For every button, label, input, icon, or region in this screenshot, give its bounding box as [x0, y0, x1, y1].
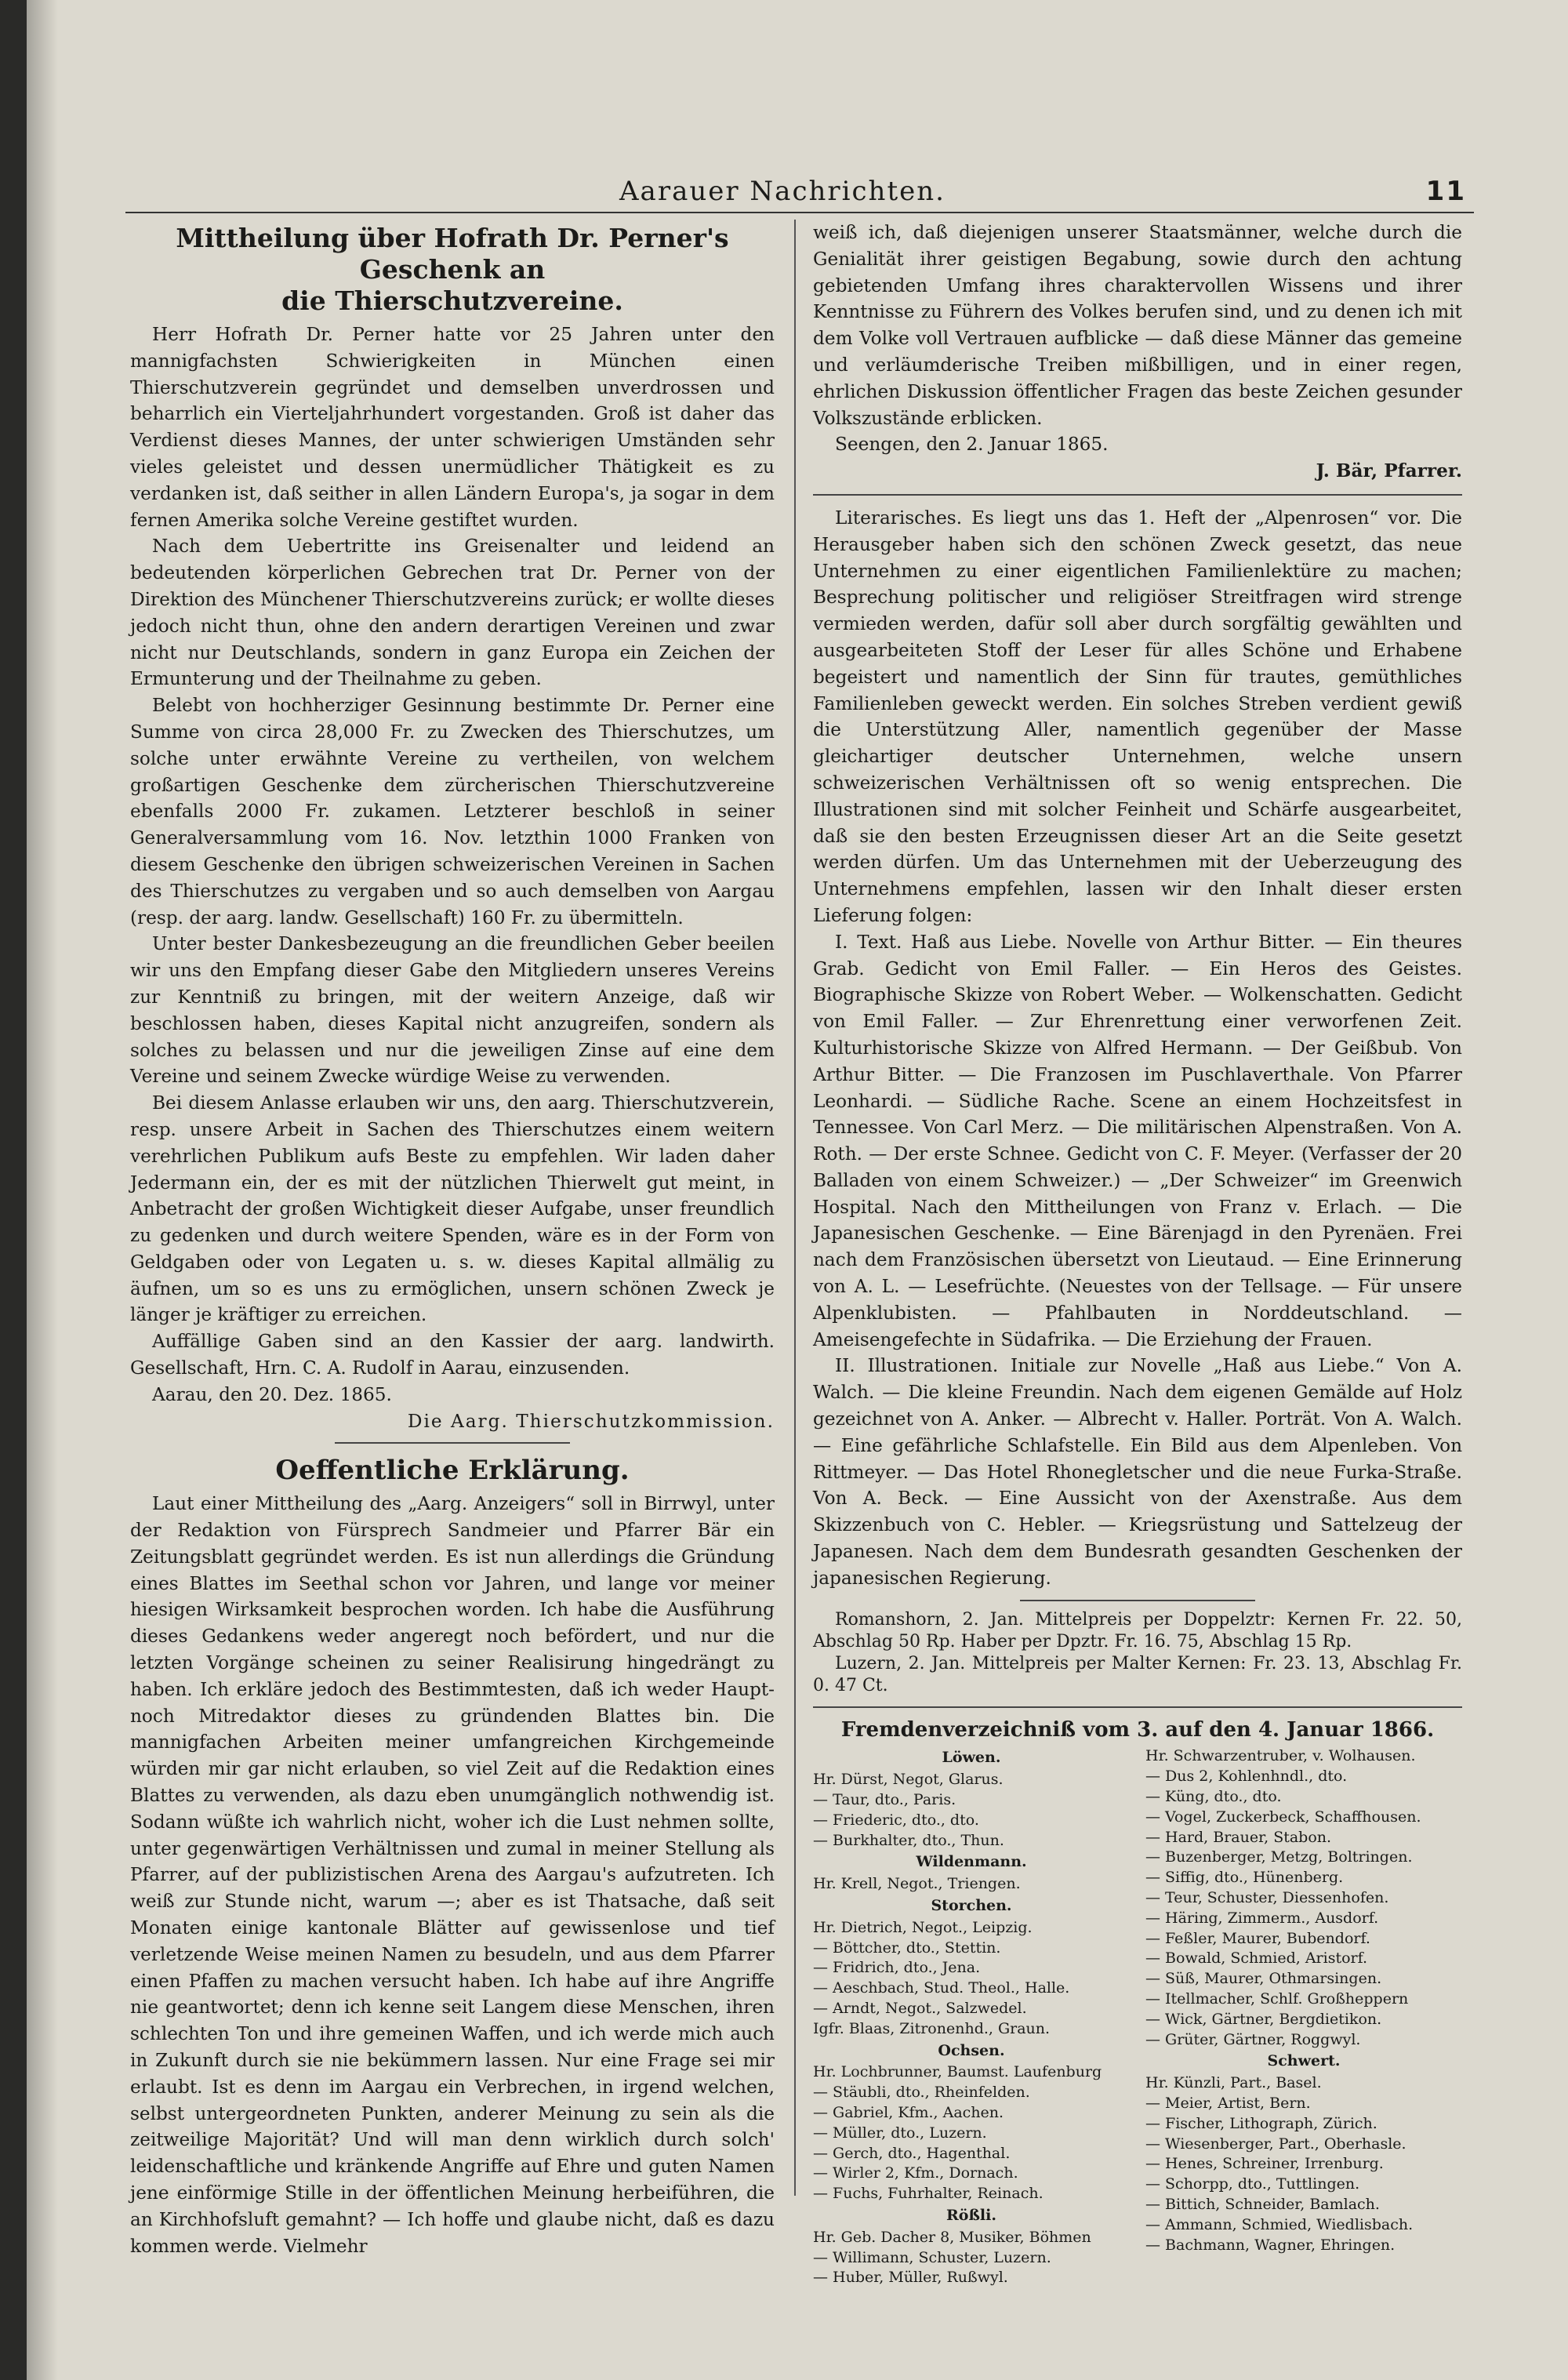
guest-entry: — Bowald, Schmied, Aristorf. [1145, 1949, 1368, 1968]
guest-entry: — Stäubli, dto., Rheinfelden. [813, 2084, 1030, 2102]
guest-entry: — Aeschbach, Stud. Theol., Halle. [813, 1979, 1070, 1997]
guest-entry: — Vogel, Zuckerbeck, Schaffhousen. [1145, 1808, 1421, 1826]
paragraph: Laut einer Mittheilung des „Aarg. Anzeigers“ soll in Birrwyl, unter der Redaktion von Fürsprech Sandmeier und Pfarrer Bär ein Zeitungsblatt gegründet werden. Es ist nun allerdings die Gründung eines Blattes im Seethal schon vor Jahren, und lange vor meiner hiesigen Wirksamkeit besprochen worden. Ich habe die Ausführung dieses Gedankens weder angeregt noch befördert, und nur die letzten Vorgänge scheinen zu seiner Realisirung hingedrängt zu haben. Ich erkläre jedoch des Bestimmtesten, daß ich weder Haupt- noch Mitredaktor dieses zu gründenden Blattes bin. Die mannigfachen Arbeiten meiner umfangreichen Kirchgemeinde würden mir gar nicht erlauben, so viel Zeit auf die Redaktion eines Blattes zu verwenden, als dazu eben unumgänglich nothwendig ist. Sodann wüßte ich wahrlich nicht, woher ich die Lust nehmen sollte, unter gegenwärtigen Verhältnissen und zumal in meiner Stellung als Pfarrer, auf der publizistischen Arena des Aargau's aufzutreten. Ich weiß zur Stunde nicht, warum —; aber es ist Thatsache, daß seit Monaten einige kantonale Blätter auf gewissenlose und tief verletzende Weise meinen Namen zu besudeln, und aus dem Pfarrer einen Pfaffen zu machen versucht haben. Ich habe auf ihre Angriffe nie geantwortet; denn ich kenne seit Langem diese Menschen, ihren schlechten Ton und ihre gemeinen Waffen, und ich werde mich auch in Zukunft durch sie nie bekümmern lassen. Nur eine Frage sei mir erlaubt. Ist es denn im Aargau ein Verbrechen, in irgend welchen, selbst untergeordneten Punkten, anderer Meinung zu sein als die zeitweilige Majorität? Und will man denn wirklich durch solch' leidenschaftliche und kränkende Angriffe auf Ehre und guten Namen jene einförmige Stille in der öffentlichen Meinung herbeiführen, die an Kirchhofsluft gemahnt? — Ich hoffe und glaube nicht, daß es dazu kommen werde. Vielmehr [130, 1493, 775, 2257]
signature-baer [813, 458, 1462, 485]
guest-entry: — Ammann, Schmied, Wiedlisbach. [1145, 2215, 1414, 2233]
article-title-line1: Mittheilung über Hofrath Dr. Perner's Geschenk an [176, 223, 729, 285]
guest-entry: — Dus 2, Kohlenhndl., dto. [1145, 1768, 1348, 1786]
guest-entry: — Buzenberger, Metzg, Boltringen. [1145, 1848, 1413, 1866]
guest-entry: Hr. Lochbrunner, Baumst. Laufenburg [813, 2063, 1102, 2081]
guest-entry: — Grüter, Gärtner, Roggwyl. [1145, 2030, 1361, 2048]
paragraph: Literarisches. Es liegt uns das 1. Heft der „Alpenrosen“ vor. Die Herausgeber haben sich den schönen Zweck gesetzt, das neue Unternehmen zu einer eigentlichen Familienlektüre zu machen; Besprechung politischer und religiöser Streitfragen wird strenge vermieden werden, dafür soll aber durch sorgfältig gewählten und ausgearbeiteten Stoff der Leser für alles Schöne und Erhabene begeistert und namentlich der Sinn für trautes, gemüthliches Familienleben geweckt werden. Ein solches Streben verdient gewiß die Unterstützung Aller, namentlich gegenüber der Masse gleichartiger deutscher Unternehmen, welche unsern schweizerischen Verhältnissen oft so wenig entsprechen. Die Illustrationen sind mit solcher Feinheit und Schärfe ausgearbeitet, daß sie den besten Erzeugnissen dieser Art an die Seite gesetzt werden dürfen. Um das Unternehmen mit der Ueberzeugung des Unternehmens empfehlen, lassen wir den Inhalt dieser ersten Lieferung folgen: [813, 507, 1462, 926]
guest-column-1 [813, 1746, 1130, 2288]
article-title-line2: die Thierschutzvereine. [281, 285, 623, 316]
guest-entry: — Müller, dto., Luzern. [813, 2124, 987, 2142]
paragraph: Belebt von hochherziger Gesinnung bestimmte Dr. Perner eine Summe von circa 28,000 Fr. zu Zwecken des Thierschutzes, um solche unter erwähnte Vereine zu vertheilen, von welchem großartigen Geschenke dem zürcherischen Thierschutzvereine ebenfalls 2000 Fr. zukamen. Letzterer beschloß in seiner Generalversammlung vom 16. Nov. letzthin 1000 Franken von diesem Geschenke den übrigen schweizerischen Vereinen in Sachen des Thierschutzes zu vergaben und so auch demselben von Aargau (resp. der aarg. landw. Gesellschaft) 160 Fr. zu übermitteln. [130, 695, 775, 928]
header-rule [125, 212, 1474, 213]
guest-entry: — Fridrich, dto., Jena. [813, 1959, 981, 1977]
dateline: Aarau, den 20. Dez. 1865. [152, 1383, 392, 1405]
guest-entry: — Friederic, dto., dto. [813, 1811, 979, 1829]
guest-entry: — Wick, Gärtner, Bergdietikon. [1145, 2010, 1382, 2028]
guest-list [813, 1746, 1462, 2288]
guest-entry: — Bittich, Schneider, Bamlach. [1145, 2195, 1380, 2213]
guest-entry: — Itellmacher, Schlf. Großheppern [1145, 1990, 1409, 2008]
article-title-erklaerung: Oeffentliche Erklärung. [275, 1455, 630, 1487]
guest-entry: — Hard, Brauer, Stabon. [1145, 1828, 1332, 1846]
market-romanshorn: Romanshorn, 2. Jan. Mittelpreis per Doppelztr: Kernen Fr. 22. 50, Abschlag 50 Rp. Haber per Dpztr. Fr. 16. 75, Abschlag 15 Rp. [813, 1609, 1462, 1651]
article-divider [813, 1706, 1462, 1708]
guest-entry: — Teur, Schuster, Diessenhofen. [1145, 1889, 1389, 1907]
guest-hotel-heading: Rößli. [946, 2206, 996, 2224]
article-divider [813, 494, 1462, 496]
guest-entry: — Wiesenberger, Part., Oberhasle. [1145, 2135, 1406, 2153]
running-head [619, 176, 1466, 207]
guest-entry: — Arndt, Negot., Salzwedel. [813, 2000, 1027, 2017]
guest-hotel-heading: Ochsen. [938, 2041, 1005, 2059]
guest-column-2 [1145, 1746, 1462, 2288]
paragraph: Auffällige Gaben sind an den Kassier der aarg. landwirth. Gesellschaft, Hrn. C. A. Rudolf in Aarau, einzusenden. [130, 1331, 775, 1379]
guest-hotel-heading: Schwert. [1267, 2052, 1341, 2070]
guest-entry: — Fuchs, Fuhrhalter, Reinach. [813, 2185, 1044, 2203]
market-luzern: Luzern, 2. Jan. Mittelpreis per Malter Kernen: Fr. 23. 13, Abschlag Fr. 0. 47 Ct. [813, 1653, 1462, 1695]
market-prices [813, 1609, 1462, 1697]
guest-hotel-heading: Wildenmann. [916, 1853, 1027, 1871]
paragraph: Unter bester Dankesbezeugung an die freundlichen Geber beeilen wir uns den Empfang dieser Gabe den Mitgliedern unseres Vereins zur Kenntniß zu bringen, mit der weitern Anzeige, daß wir beschlossen haben, dieses Kapital nicht anzugreifen, sondern als solches zu belassen und nur die jeweiligen Zinse auf eine dem Vereine und seinem Zwecke würdige Weise zu verwenden. [130, 933, 775, 1088]
guest-entry: — Küng, dto., dto. [1145, 1788, 1282, 1806]
gutter-shadow [27, 0, 58, 2380]
guest-entry: — Siffig, dto., Hünenberg. [1145, 1869, 1344, 1887]
guest-hotel-heading: Löwen. [942, 1749, 1001, 1767]
paragraph-continuation: weiß ich, daß diejenigen unserer Staatsmänner, welche durch die Genialität ihrer geistigen Begabung, sowie durch den achtung gebietenden Umfang ihres charaktervollen Wissens und ihrer Kenntnisse zu Führern des Volkes berufen sind, und zu denen ich mit dem Volke voll Vertrauen aufblicke — daß diese Männer das gemeine und verläumderische Treiben mißbilligen, und in einer regen, ehrlichen Diskussion öffentlicher Fragen das beste Zeichen gesunder Volkszustände erblicken. [813, 222, 1462, 429]
guest-entry: — Fischer, Lithograph, Zürich. [1145, 2114, 1377, 2132]
guest-entry: — Huber, Müller, Rußwyl. [813, 2269, 1008, 2287]
guest-entry: — Burkhalter, dto., Thun. [813, 1831, 1004, 1849]
guest-entry: — Wirler 2, Kfm., Dornach. [813, 2164, 1018, 2182]
guest-entry: Hr. Dürst, Negot, Glarus. [813, 1771, 1004, 1789]
guest-entry: Hr. Schwarzentruber, v. Wolhausen. [1145, 1747, 1416, 1765]
guest-entry: Hr. Geb. Dacher 8, Musiker, Böhmen [813, 2228, 1091, 2246]
signature-text: J. Bär, Pfarrer. [1316, 460, 1462, 482]
paragraph: Herr Hofrath Dr. Perner hatte vor 25 Jahren unter den mannigfachsten Schwierigkeiten in München einen Thierschutzverein gegründet und demselben unverdrossen und beharrlich ein Vierteljahrhundert vorgestanden. Groß ist daher das Verdienst dieses Mannes, der unter schwierigen Umständen sehr vieles geleistet und dessen unermüdlicher Thätigkeit es zu verdanken ist, daß seither in allen Ländern Europa's, ja sogar in dem fernen Amerika solche Vereine gestiftet wurden. [130, 324, 775, 531]
paragraph: Bei diesem Anlasse erlauben wir uns, den aarg. Thierschutzverein, resp. unsere Arbeit in Sachen des Thierschutzes einem weitern verehrlichen Publikum aufs Beste zu empfehlen. Wir laden daher Jedermann ein, der es mit der nützlichen Thierwelt gut meint, in Anbetracht der großen Wichtigkeit dieser Aufgabe, unser freundlich zu gedenken und durch weitere Spenden, wäre es in der Form von Geldgaben oder von Legaten u. s. w. dieses Kapital allmälig zu äufnen, um so es uns zu ermöglichen, unsern schönen Zweck je länger je kräftiger zu erreichen. [130, 1092, 775, 1326]
guest-entry: — Bachmann, Wagner, Ehringen. [1145, 2236, 1396, 2254]
guest-entry: — Willimann, Schuster, Luzern. [813, 2248, 1051, 2266]
column-rule [794, 220, 796, 2196]
newspaper-title: Aarauer Nachrichten. [619, 176, 946, 207]
paragraph: Nach dem Uebertritte ins Greisenalter und leidend an bedeutenden körperlichen Gebrechen trat Dr. Perner von der Direktion des Münchener Thierschutzvereins zurück; er wollte dieses jedoch nicht thun, ohne den andern derartigen Vereinen und zwar nicht nur Deutschlands, sondern in ganz Europa ein Zeichen der Ermunterung und der Theilnahme zu geben. [130, 536, 775, 690]
guest-entry: — Henes, Schreiner, Irrenburg. [1145, 2155, 1384, 2173]
guest-entry: Hr. Krell, Negot., Triengen. [813, 1875, 1021, 1893]
right-column [813, 220, 1462, 2288]
guest-entry: — Schorpp, dto., Tuttlingen. [1145, 2175, 1360, 2193]
guest-entry: — Meier, Artist, Bern. [1145, 2094, 1311, 2112]
page-number: 11 [1425, 176, 1466, 207]
guest-entry: — Süß, Maurer, Othmarsingen. [1145, 1970, 1382, 1988]
article-divider [335, 1442, 570, 1444]
guest-entry: — Taur, dto., Paris. [813, 1791, 956, 1809]
dateline: Seengen, den 2. Januar 1865. [835, 434, 1109, 456]
guest-entry: — Böttcher, dto., Stettin. [813, 1939, 1001, 1957]
paragraph: II. Illustrationen. Initiale zur Novelle „Haß aus Liebe.“ Von A. Walch. — Die kleine Freundin. Nach dem eigenen Gemälde auf Holz gezeichnet von A. Anker. — Albrecht v. Haller. Porträt. Von A. Walch. — Eine gefährliche Schlafstelle. Ein Bild aus dem Alpenleben. Von Rittmeyer. — Das Hotel Rhonegletscher und die neue Furka-Straße. Von A. Beck. — Eine Aussicht von der Axenstraße. Aus dem Skizzenbuch von C. Hebler. — Kriegsrüstung und Sattelzeug der Japanesen. Nach dem dem Bundesrath gesandten Geschenken der japanesischen Regierung. [813, 1355, 1462, 1589]
guest-hotel-heading: Storchen. [931, 1897, 1012, 1915]
article-divider [1020, 1600, 1255, 1601]
guest-entry: Igfr. Blaas, Zitronenhd., Graun. [813, 2019, 1051, 2037]
guest-entry: Hr. Künzli, Part., Basel. [1145, 2074, 1322, 2092]
guest-entry: — Gerch, dto., Hagenthal. [813, 2144, 1011, 2162]
guest-entry: — Gabriel, Kfm., Aachen. [813, 2103, 1004, 2121]
left-column [130, 220, 775, 2259]
paragraph: I. Text. Haß aus Liebe. Novelle von Arthur Bitter. — Ein theures Grab. Gedicht von Emil Faller. — Ein Heros des Geistes. Biographische Skizze von Robert Weber. — Wolkenschatten. Gedicht von Emil Faller. — Zur Ehrenrettung einer verworfenen Zeit. Kulturhistorische Skizze von Alfred Hermann. — Der Geißbub. Von Arthur Bitter. — Die Franzosen im Puschlaverthale. Von Pfarrer Leonhardi. — Südliche Rache. Scene an einem Hochzeitsfest in Tennessee. Von Carl Merz. — Die militärischen Alpenstraßen. Von A. Roth. — Der erste Schnee. Gedicht von C. F. Meyer. (Verfasser der 20 Balladen von einem Schweizer.) — „Der Schweizer“ im Greenwich Hospital. Nach den Mittheilungen von Franz v. Erlach. — Die Japanesischen Geschenke. — Eine Bärenjagd in den Pyrenäen. Frei nach dem Französischen übersetzt von Lieutaud. — Eine Erinnerung von A. L. — Lesefrüchte. (Neuestes von der Tellsage. — Für unsere Alpenklubisten. — Pfahlbauten in Norddeutschland. — Ameisengefechte in Südafrika. — Die Erziehung der Frauen. [813, 931, 1462, 1350]
guest-list-title: Fremdenverzeichniß vom 3. auf den 4. Januar 1866. [840, 1717, 1435, 1742]
guest-entry: Hr. Dietrich, Negot., Leipzig. [813, 1918, 1033, 1936]
signature-commission: Die Aarg. Thierschutzkommission. [407, 1410, 775, 1432]
guest-entry: — Feßler, Maurer, Bubendorf. [1145, 1929, 1370, 1947]
article-title-perner [130, 223, 775, 317]
guest-entry: — Häring, Zimmerm., Ausdorf. [1145, 1909, 1379, 1927]
